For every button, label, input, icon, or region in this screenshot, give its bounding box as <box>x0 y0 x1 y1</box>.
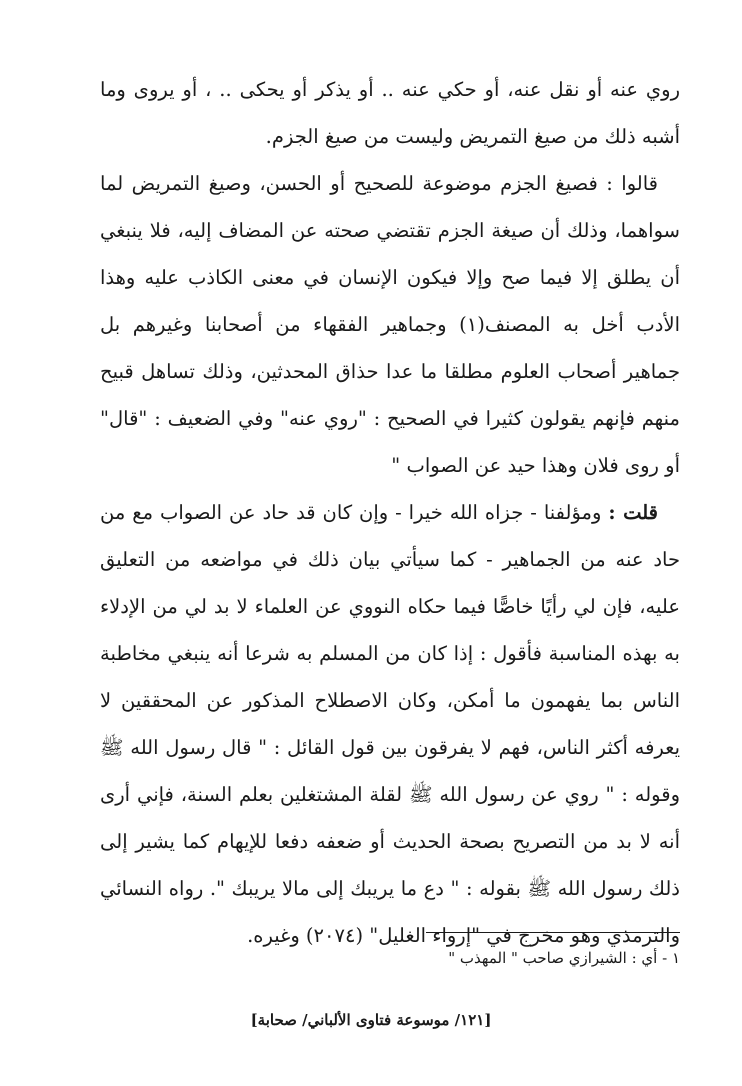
document-body <box>100 66 680 959</box>
paragraph-3 <box>100 489 680 959</box>
paragraph-text: روي عنه أو نقل عنه، أو حكي عنه .. أو يذكر أو يحكى .. ، أو يروى وما أشبه ذلك من صيغ التمريض وليست من صيغ الجزم. <box>100 78 680 148</box>
page-footer: [١٢١/ موسوعة فتاوى الألباني/ صحابة] <box>250 1011 492 1029</box>
footnote-divider <box>426 932 680 933</box>
footnote: ١ - أي : الشيرازي صاحب " المهذب " <box>448 949 680 967</box>
paragraph-text: قالوا : فصيغ الجزم موضوعة للصحيح أو الحسن، وصيغ التمريض لما سواهما، وذلك أن صيغة الجزم تقتضي صحته عن المضاف إليه، فلا ينبغي أن يطلق إلا فيما صح وإلا فيكون الإنسان في معنى الكاذب عليه وهذا الأدب أخل به المصنف(١) وجماهير الفقهاء من أصحابنا وغيرهم بل جماهير أصحاب العلوم مطلقا ما عدا حذاق المحدثين، وذلك تساهل قبيح منهم فإنهم يقولون كثيرا في الصحيح : "روي عنه" وفي الضعيف : "قال" أو روى فلان وهذا حيد عن الصواب " <box>100 172 680 477</box>
paragraph-text: ومؤلفنا - جزاه الله خيرا - وإن كان قد حاد عن الصواب مع من حاد عنه من الجماهير - كما سيأتي بيان ذلك في مواضعه من التعليق عليه، فإن لي رأيًا خاصًّا فيما حكاه النووي عن العلماء لا بد لي من الإدلاء به بهذه المناسبة فأقول : إذا كان من المسلم به شرعا أنه ينبغي مخاطبة الناس بما يفهمون ما أمكن، وكان الاصطلاح المذكور عن المحققين لا يعرفه أكثر الناس، فهم لا يفرقون بين قول القائل : " قال رسول الله ﷺ وقوله : " روي عن رسول الله ﷺ لقلة المشتغلين بعلم السنة، فإني أرى أنه لا بد من التصريح بصحة الحديث أو ضعفه دفعا للإيهام كما يشير إلى ذلك رسول الله ﷺ بقوله : " دع ما يريبك إلى مالا يريبك ". رواه النسائي والترمذي وهو مخرج في "إرواء الغليل" (٢٠٧٤) وغيره. <box>100 501 680 947</box>
paragraph-2 <box>100 160 680 489</box>
paragraph-lead: قلت : <box>608 501 658 524</box>
paragraph-1 <box>100 66 680 160</box>
